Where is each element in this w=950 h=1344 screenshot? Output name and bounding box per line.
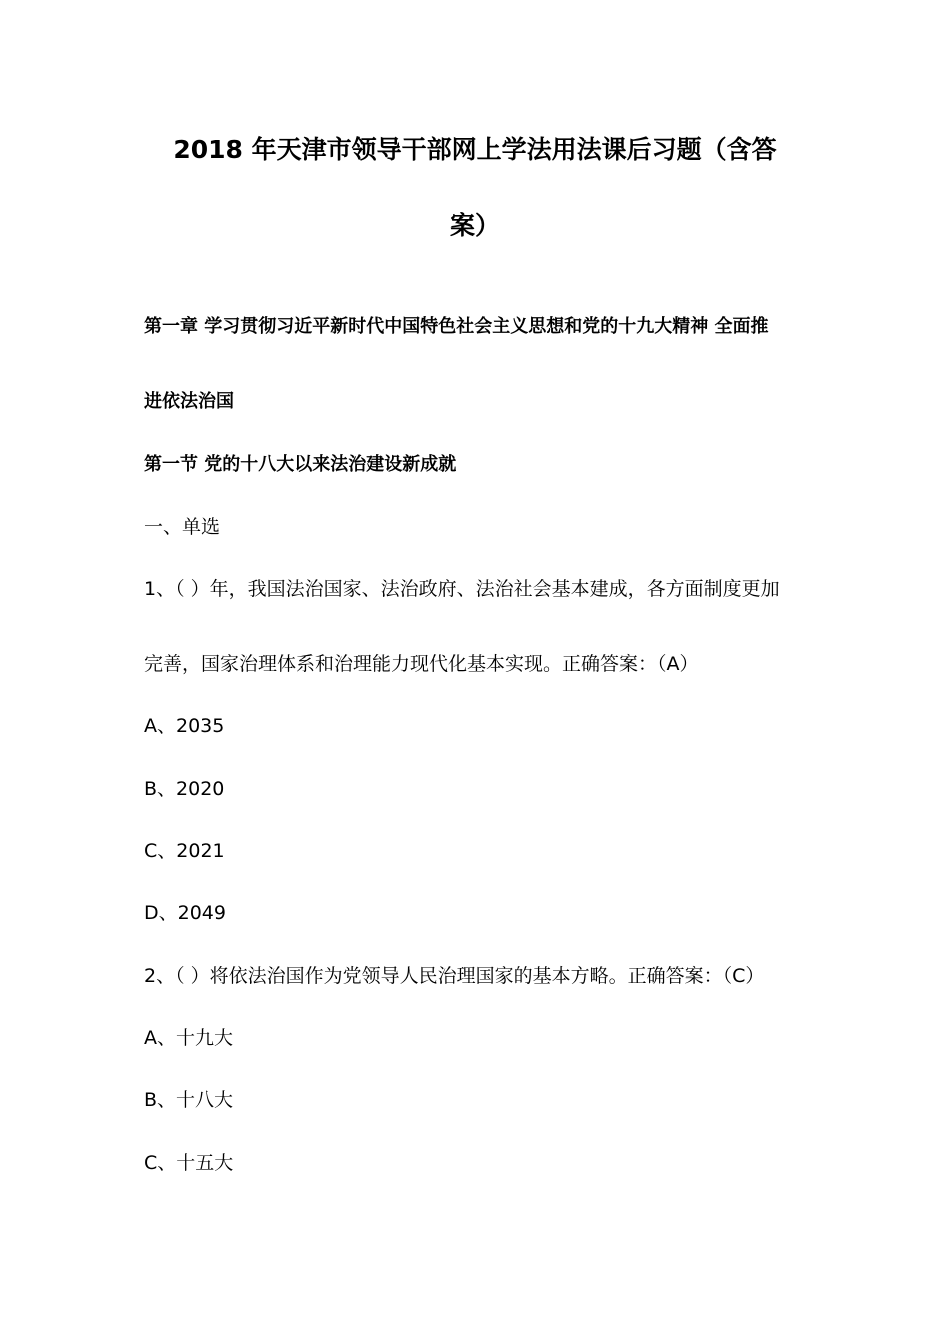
chapter-heading-line-1: 第一章 学习贯彻习近平新时代中国特色社会主义思想和党的十九大精神 全面推	[144, 316, 769, 337]
chapter-heading-line-2: 进依法治国	[144, 391, 234, 412]
question-1-option-c: C、2021	[144, 840, 225, 862]
question-1-option-a: A、2035	[144, 715, 225, 737]
document-title-line-1: 2018 年天津市领导干部网上学法用法课后习题（含答	[173, 135, 777, 164]
question-2-option-b: B、十八大	[144, 1089, 234, 1111]
document-title-line-2: 案）	[449, 211, 500, 240]
question-1-option-b: B、2020	[144, 778, 225, 800]
part-heading: 一、单选	[144, 516, 221, 538]
section-heading: 第一节 党的十八大以来法治建设新成就	[144, 454, 457, 475]
question-2-stem-line-1: 2、（ ）将依法治国作为党领导人民治理国家的基本方略。正确答案：（C）	[144, 965, 765, 987]
question-1-stem-line-2: 完善，国家治理体系和治理能力现代化基本实现。正确答案：（A）	[144, 653, 699, 675]
question-1-option-d: D、2049	[144, 902, 226, 924]
question-1-stem-line-1: 1、（ ）年，我国法治国家、法治政府、法治社会基本建成，各方面制度更加	[144, 578, 780, 600]
question-2-option-a: A、十九大	[144, 1027, 233, 1049]
question-2-option-c: C、十五大	[144, 1152, 234, 1174]
